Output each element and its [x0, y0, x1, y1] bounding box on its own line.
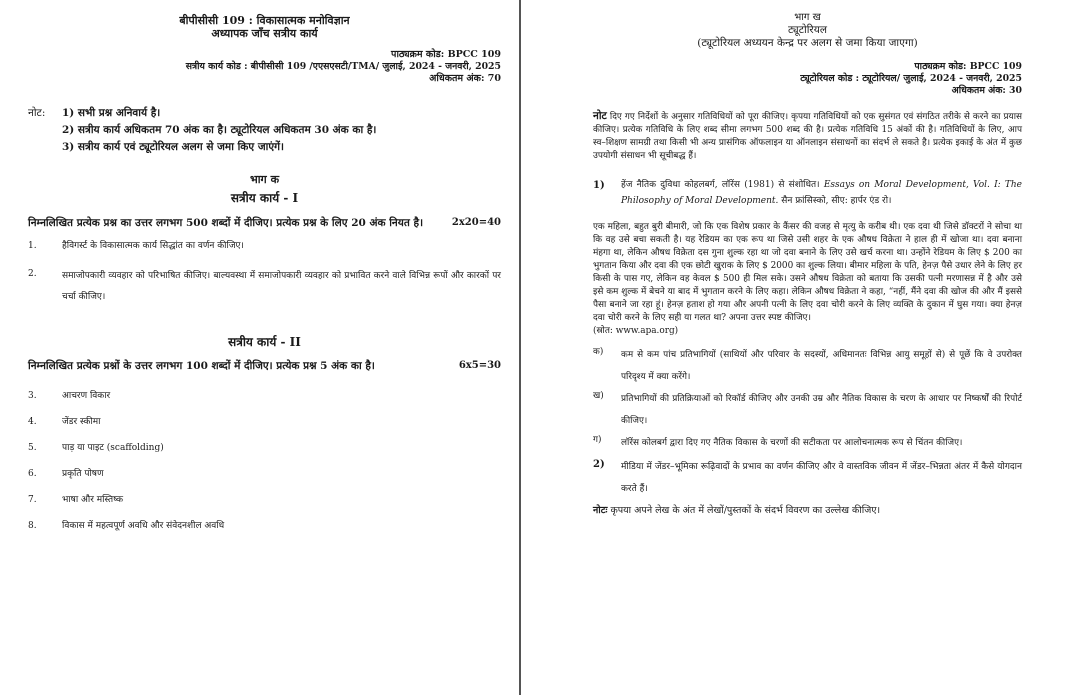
- final-note-text: कृपया अपने लेख के अंत में लेखों/पुस्तकों के संदर्भ विवरण का उल्लेख कीजिए।: [610, 505, 881, 516]
- tutorial-question-2: [593, 456, 1022, 500]
- question-number: 2): [593, 459, 605, 470]
- left-note-3: 3) सत्रीय कार्य एवं ट्यूटोरियल अलग से जमा किए जाएंगें।: [62, 141, 285, 153]
- question-text: जेंडर स्कीमा: [62, 417, 101, 427]
- section2-title: सत्रीय कार्य - II: [228, 335, 301, 349]
- subquestion-text: लॉरेंस कोलबर्ग द्वारा दिए गए नैतिक विकास के चरणों की सटीकता पर आलोचनात्मक रूप से चिंतन कीजिए।: [621, 438, 963, 448]
- final-note: [593, 504, 1022, 517]
- right-part-label: भाग ख: [794, 12, 821, 23]
- subquestion-item: [593, 344, 1022, 388]
- question-number: 1.: [28, 241, 37, 251]
- subquestions: [593, 344, 1022, 454]
- question-text: भाषा और मस्तिष्क: [62, 495, 124, 505]
- question-number: 6.: [28, 469, 37, 479]
- question-item: [28, 409, 501, 435]
- question-item: [28, 383, 501, 409]
- question-text: समाजोपकारी व्यवहार को परिभाषित कीजिए। बाल्यवस्था में समाजोपकारी व्यवहार को प्रभावित करने वाले विभिन्न रूपों और कारकों पर चर्चा कीजिए।: [62, 271, 501, 302]
- right-max-marks: अधिकतम अंक: 30: [951, 85, 1022, 96]
- question-item: [28, 513, 501, 539]
- section1-questions: [28, 238, 501, 308]
- subquestion-number: क): [593, 347, 604, 357]
- question-text: आचरण विकार: [62, 391, 111, 401]
- question-item: [28, 266, 501, 308]
- question-number: 4.: [28, 417, 37, 427]
- section2-marks: 6x5=30: [458, 360, 501, 371]
- left-note-1: 1) सभी प्रश्न अनिवार्य है।: [62, 107, 161, 119]
- story-source: (स्रोत: www.apa.org): [593, 326, 679, 336]
- left-part-label: भाग क: [249, 173, 280, 186]
- question-text: विकास में महत्वपूर्ण अवधि और संवेदनशील अवधि: [62, 521, 225, 531]
- right-note-label: नोट: [593, 110, 607, 122]
- left-subtitle: अध्यापक जाँच सत्रीय कार्य: [211, 27, 318, 40]
- right-course-code: पाठ्यक्रम कोड: BPCC 109: [914, 61, 1022, 72]
- right-subtitle: (ट्यूटोरियल अध्ययन केन्द्र पर अलग से जमा किया जाएगा): [697, 37, 918, 49]
- question-item: [28, 461, 501, 487]
- left-assignment-code: सत्रीय कार्य कोड : बीपीसीसी 109 /एएसएसटी/TMA/ जुलाई, 2024 - जनवरी, 2025: [185, 61, 501, 72]
- question-number: 2.: [28, 269, 37, 279]
- q1-citation: Essays on Moral Development, Vol. I: The Philosophy of Moral Development.: [621, 180, 1022, 206]
- question-text: पाड़ या पाइट (scaffolding): [62, 443, 164, 453]
- question-item: [28, 238, 501, 254]
- q1-publisher: सैन फ्रांसिस्को, सीए: हार्पर एंड रो।: [781, 196, 892, 206]
- left-title: बीपीसीसी 109 : विकासात्मक मनोविज्ञान: [179, 14, 350, 27]
- right-note-text: दिए गए निर्देशों के अनुसार गतिविधियों को पूरा कीजिए। कृपया गतिविधियों को एक सुसंगत एवं संगठित तरीके से करने का प्रयास कीजिए। प्रत्येक गतिविधि के लिए शब्द सीमा लगभग 500 शब्द की है। प्रत्येक गतिविधि 15 अंकों की है। गतिविधियों के लिए, आप स्व–शिक्षण सामग्री तथा किसी भी अन्य प्रासंगिक ऑफलाइन या ऑनलाइन संसाधनों का संदर्भ ले सकते है। प्रत्येक इकाई के अंत में कुछ उपयोगी संसाधन भी सूचीबद्ध हैं।: [593, 112, 1023, 161]
- question-text: प्रकृति पोषण: [62, 469, 104, 479]
- left-page: [0, 0, 519, 695]
- question-text: हैविगर्स्ट के विकासात्मक कार्य सिद्धांत का वर्णन कीजिए।: [62, 241, 244, 251]
- subquestion-item: [593, 432, 1022, 454]
- left-note-label: नोट:: [28, 107, 46, 119]
- right-tutorial-code: ट्यूटोरियल कोड : ट्यूटोरियल/ जुलाई, 2024 - जनवरी, 2025: [800, 73, 1022, 84]
- left-course-code: पाठ्यक्रम कोड: BPCC 109: [391, 49, 501, 60]
- subquestion-number: ख): [593, 391, 604, 401]
- q2-text: मीडिया में जेंडर–भूमिका रूढ़िवादों के प्रभाव का वर्णन कीजिए और वे वास्तविक जीवन में जेंडर–भिन्नता अंतर में कैसे योगदान करते हैं।: [621, 462, 1022, 494]
- q1-text: हेंज नैतिक दुविधा कोहलबर्ग, लॉरेंस (1981) से संशोधित।: [621, 180, 820, 190]
- tutorial-question-1: [593, 177, 1022, 209]
- left-max-marks: अधिकतम अंक: 70: [429, 73, 501, 84]
- question-item: [28, 487, 501, 513]
- subquestion-number: ग): [593, 435, 602, 445]
- question-number: 8.: [28, 521, 37, 531]
- subquestion-text: कम से कम पांच प्रतिभागियों (साथियों और परिवार के सदस्यों, अधिमानतः विभिन्न आयु समूहों से) से पूछें कि वे उपरोक्त परिदृश्य में क्या करेंगे।: [621, 350, 1022, 382]
- question-number: 1): [593, 180, 605, 191]
- right-note: [593, 110, 1022, 163]
- subquestion-text: प्रतिभागियों की प्रतिक्रियाओं को रिकॉर्ड कीजिए और उनकी उम्र और नैतिक विकास के चरण के आधार पर निष्कर्षों की रिपोर्ट कीजिए।: [621, 394, 1022, 426]
- section2-instruction: निम्नलिखित प्रत्येक प्रश्नों के उत्तर लगभग 100 शब्दों में दीजिए। प्रत्येक प्रश्न 5 अंक का है।: [28, 360, 375, 372]
- heinz-dilemma-story: एक महिला, बहुत बुरी बीमारी, जो कि एक विशेष प्रकार के कैंसर की वजह से मृत्यु के करीब थी। एक दवा थी जिसे डॉक्टरों ने सोचा था कि वह उसे बचा सकती है। यह रेडियम का एक रूप था जिसे उसी शहर के एक औषध विक्रेता ने हाल ही में खोजा था। दवा बनाना मंहगा था, लेकिन औषध विक्रेता दस गुना शुल्क रहा था जो दवा बनाने के लिए उसे खर्च करना था। उन्होंने रेडियम के लिए $ 200 का भुगतान किया और दवा की एक छोटी खुराक के लिए $ 2000 का शुल्क लिया। बीमार महिला के पति, हेनज़ पैसे उधार लेने के लिए हर किसी के पास गए, लेकिन वह केवल $ 500 ही मिल सके। उसने औषध विक्रेता को बताया कि उसकी पत्नी मरणासन्न में है और उसे इसे कम शुल्क में बेचने या बाद में भुगतान करने के लिए कहा। लेकिन औषध विक्रेता ने कहा, “नहीं, मैंने दवा की खोज की और मैं इससे पैसा बनाने जा रहा हूं। हेनज़ हताश हो गया और अपनी पत्नी के लिए दवा चोरी करने के लिए व्यक्ति के दुकान में घुस गया। क्या हेनज़ दवा चोरी करने के लिए सही या गलत था? अपना उत्तर स्पष्ट कीजिए।: [593, 222, 1022, 323]
- right-title: ट्यूटोरियल: [788, 24, 827, 36]
- question-number: 7.: [28, 495, 37, 505]
- left-note-2: 2) सत्रीय कार्य अधिकतम 70 अंक का है। ट्यूटोरियल अधिकतम 30 अंक का है।: [62, 124, 377, 136]
- right-page: [521, 0, 1080, 695]
- question-item: [28, 435, 501, 461]
- final-note-label: नोटः: [593, 505, 608, 516]
- section1-title: सत्रीय कार्य - I: [230, 191, 299, 205]
- section1-marks: 2x20=40: [451, 217, 501, 228]
- question-number: 3.: [28, 391, 37, 401]
- left-notes: [28, 105, 501, 156]
- section1-instruction: निम्नलिखित प्रत्येक प्रश्न का उत्तर लगभग 500 शब्दों में दीजिए। प्रत्येक प्रश्न के लिए 20 अंक नियत है।: [28, 217, 424, 229]
- subquestion-item: [593, 388, 1022, 432]
- question-number: 5.: [28, 443, 37, 453]
- section2-questions: [28, 383, 501, 539]
